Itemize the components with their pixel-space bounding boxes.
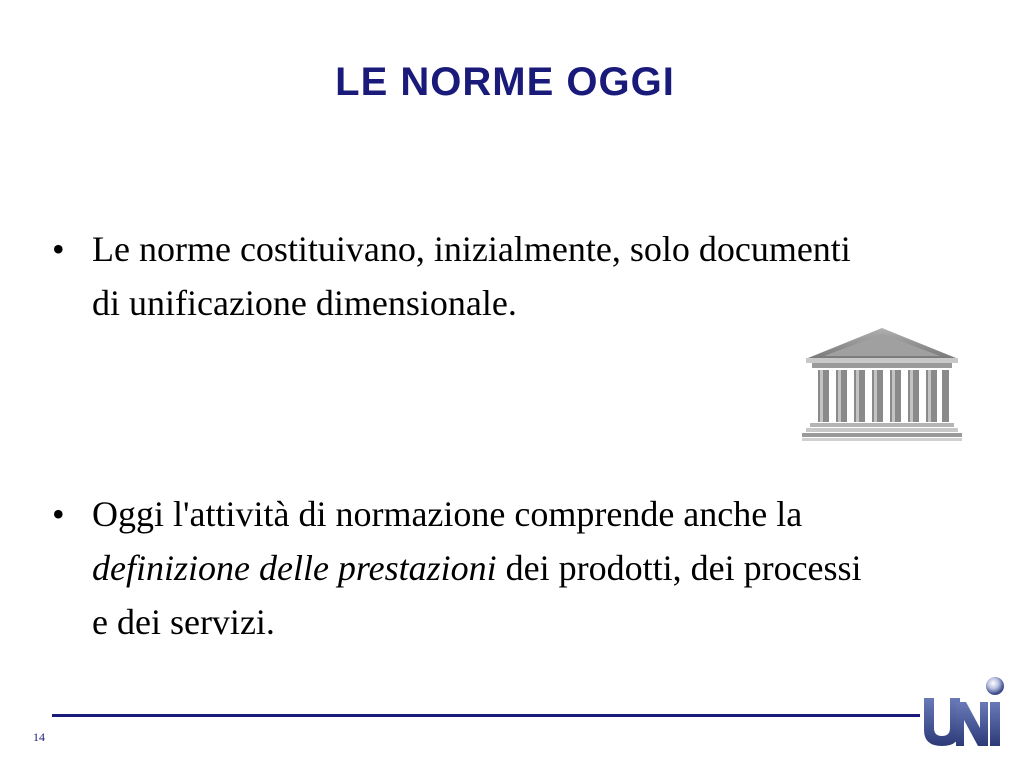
bullet-symbol: • bbox=[52, 494, 65, 534]
bullet-text bbox=[92, 487, 872, 649]
bullet-item bbox=[52, 487, 872, 649]
bullet-text-emphasis: definizione delle prestazioni bbox=[92, 548, 497, 588]
footer-rule bbox=[52, 714, 920, 717]
slide-title: LE NORME OGGI bbox=[335, 60, 675, 104]
page-number: 14 bbox=[33, 730, 45, 744]
bullet-text-after: dei prodotti, dei processi e dei servizi. bbox=[92, 548, 862, 642]
temple-icon bbox=[802, 326, 962, 442]
bullet-text-before: Oggi l'attività di normazione comprende anche la bbox=[92, 494, 803, 534]
uni-logo bbox=[920, 672, 1006, 750]
bullet-symbol: • bbox=[52, 229, 65, 269]
bullet-text: Le norme costituivano, inizialmente, solo documenti di unificazione dimensionale. bbox=[92, 229, 851, 323]
bullet-item bbox=[52, 222, 872, 330]
